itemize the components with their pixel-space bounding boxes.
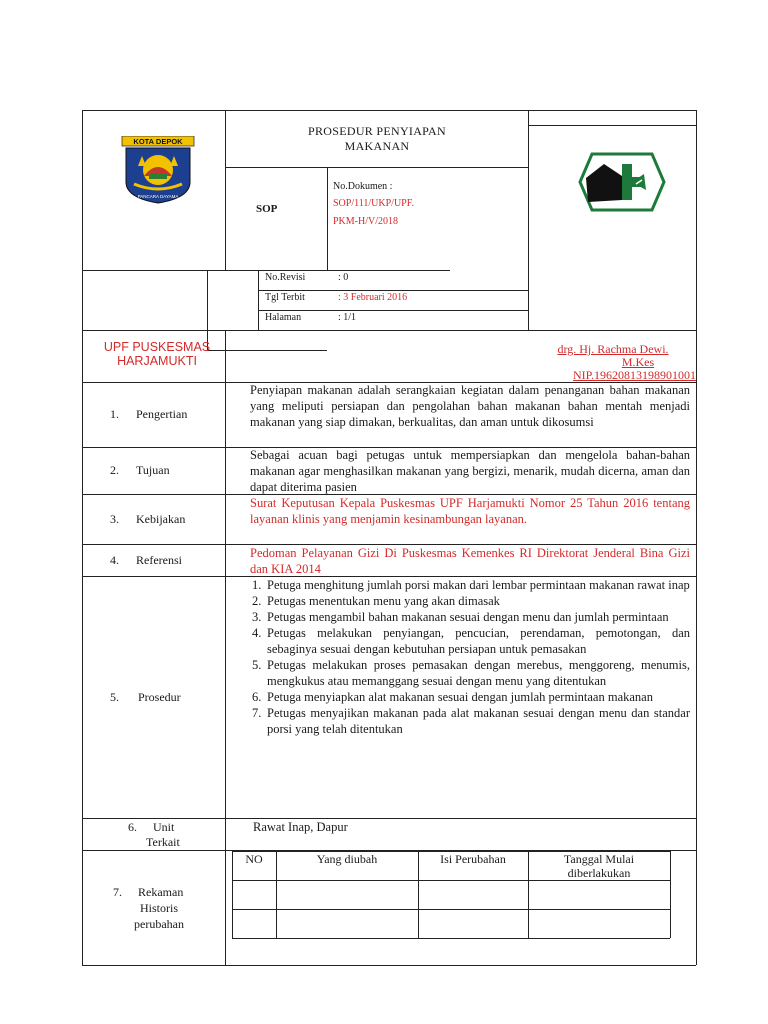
row-number-5: 5. bbox=[110, 690, 119, 704]
meta-right-line bbox=[528, 270, 529, 330]
step-number: 7. bbox=[252, 706, 262, 720]
referensi-text: Pedoman Pelayanan Gizi Di Puskesmas Kemenkes RI Direktorat Jenderal Bina Gizi dan KIA 2014 bbox=[250, 546, 690, 576]
column-header-no: NO bbox=[245, 852, 263, 866]
meta-left-line bbox=[207, 270, 208, 350]
step-text: Petuga menghitung jumlah porsi makan dari lembar permintaan makanan rawat inap bbox=[267, 578, 690, 592]
column-header-tanggal bbox=[528, 852, 670, 880]
doc-col-line bbox=[327, 167, 328, 270]
doc-number-value-2: PKM-H/V/2018 bbox=[333, 216, 399, 227]
header-right-top-line bbox=[528, 125, 696, 126]
prosedur-step bbox=[248, 577, 690, 593]
step-text: Petuga menyiapkan alat makanan sesuai dengan jumlah permintaan makanan bbox=[267, 690, 653, 704]
prosedur-steps-list bbox=[248, 577, 690, 737]
title-bottom-line bbox=[225, 167, 528, 168]
page-label: Halaman bbox=[265, 312, 302, 323]
row-label-referensi: Referensi bbox=[136, 553, 182, 567]
page-value: : 1/1 bbox=[338, 312, 357, 323]
prosedur-step bbox=[248, 657, 690, 689]
row-label-prosedur: Prosedur bbox=[138, 690, 181, 704]
prosedur-step bbox=[248, 625, 690, 657]
published-date-value: : 3 Februari 2016 bbox=[338, 292, 408, 303]
meta-inner-line bbox=[258, 270, 259, 330]
row-label-rekaman: Rekaman bbox=[138, 885, 184, 899]
prosedur-step bbox=[248, 609, 690, 625]
step-number: 5. bbox=[252, 658, 262, 672]
step-number: 1. bbox=[252, 578, 262, 592]
document-title-line-1: PROSEDUR PENYIAPAN bbox=[308, 124, 446, 138]
row-number-2: 2. bbox=[110, 463, 119, 477]
prosedur-step bbox=[248, 593, 690, 609]
puskesmas-logo bbox=[578, 150, 666, 214]
logo-banner-text: KOTA DEPOK bbox=[133, 137, 183, 146]
step-number: 2. bbox=[252, 594, 262, 608]
step-text: Petugas melakukan penyiangan, pencucian, perendaman, pemotongan, dan sebaginya sesuai dengan kebutuhan persiapan untuk pemasakan bbox=[267, 626, 690, 656]
signer-nip: NIP.19620813198901001 bbox=[572, 368, 696, 382]
step-text: Petugas melakukan proses pemasakan dengan merebus, menggoreng, menumis, mengkukus atau memanggang sesuai dengan menu yang ditentukan bbox=[267, 658, 690, 688]
column-header-yang-diubah: Yang diubah bbox=[316, 852, 378, 866]
header-bottom-line bbox=[82, 270, 450, 271]
revision-label: No.Revisi bbox=[265, 272, 306, 283]
column-header-tanggal-line-1: Tanggal Mulai bbox=[563, 852, 635, 866]
pengertian-text: Penyiapan makanan adalah serangkaian kegiatan dalam penanganan bahan makanan yang meliputi persiapan dan pengolahan bahan makanan bahan mentah menjadi makanan yang siap dimakan, berkualitas, dan aman untuk dikosumsi bbox=[250, 383, 690, 429]
logo-motto-text: PANCARA DAYAMA bbox=[137, 194, 179, 199]
published-date-label: Tgl Terbit bbox=[265, 292, 305, 303]
column-header-tanggal-line-2: diberlakukan bbox=[567, 866, 631, 880]
row-number-7: 7. bbox=[113, 885, 122, 899]
kota-depok-logo bbox=[120, 136, 196, 204]
step-number: 4. bbox=[252, 626, 262, 640]
unit-terkait-text: Rawat Inap, Dapur bbox=[253, 820, 348, 834]
row-label-historis: Historis bbox=[140, 901, 179, 915]
step-text: Petugas menyajikan makanan pada alat makanan sesuai dengan menu dan standar porsi yang telah ditentukan bbox=[267, 706, 690, 736]
row-number-4: 4. bbox=[110, 553, 119, 567]
header-top-line bbox=[82, 110, 696, 111]
tujuan-text: Sebagai acuan bagi petugas untuk mempersiapkan dan mengelola bahan-bahan makanan agar menghasilkan makanan yang bergizi, menarik, mudah dicerna, aman dan dapat diterima pasien bbox=[250, 448, 690, 494]
revision-value: : 0 bbox=[338, 272, 349, 283]
org-name-line-1: UPF PUSKESMAS bbox=[103, 340, 211, 354]
signer-name-line-1: drg. Hj. Rachma Dewi. bbox=[557, 342, 669, 356]
row-number-3: 3. bbox=[110, 512, 119, 526]
doc-number-value-1: SOP/111/UKP/UPF. bbox=[333, 198, 414, 209]
org-name-line-2: HARJAMUKTI bbox=[117, 354, 197, 368]
frame-left-line bbox=[82, 110, 83, 965]
row-label-pengertian: Pengertian bbox=[136, 407, 188, 421]
meta-row-line-1 bbox=[258, 290, 528, 291]
row-label-tujuan: Tujuan bbox=[136, 463, 170, 477]
header-right-col-line bbox=[528, 110, 529, 270]
org-name bbox=[92, 340, 222, 368]
row-number-6: 6. bbox=[128, 820, 137, 834]
signer-block bbox=[530, 343, 696, 382]
row-label-unit: Unit bbox=[153, 820, 175, 834]
step-text: Petugas menentukan menu yang akan dimasak bbox=[267, 594, 500, 608]
frame-bottom-line bbox=[82, 965, 696, 966]
meta-row-line-2 bbox=[258, 310, 528, 311]
row-label-perubahan: perubahan bbox=[134, 917, 184, 931]
step-number: 3. bbox=[252, 610, 262, 624]
document-title-line-2: MAKANAN bbox=[344, 139, 410, 153]
prosedur-step bbox=[248, 705, 690, 737]
kebijakan-text: Surat Keputusan Kepala Puskesmas UPF Harjamukti Nomor 25 Tahun 2016 tentang layanan klinis yang menjamin kesinambungan layanan. bbox=[250, 496, 690, 526]
row-line-5 bbox=[82, 818, 696, 819]
step-text: Petugas mengambil bahan makanan sesuai dengan menu dan jumlah permintaan bbox=[267, 610, 669, 624]
row-label-kebijakan: Kebijakan bbox=[136, 512, 186, 526]
signer-name-line-2: M.Kes bbox=[621, 355, 655, 369]
column-header-isi-perubahan: Isi Perubahan bbox=[440, 852, 506, 866]
meta-bottom-line bbox=[82, 330, 696, 331]
change-history-table bbox=[232, 851, 670, 939]
step-number: 6. bbox=[252, 690, 262, 704]
frame-right-line bbox=[696, 110, 697, 965]
prosedur-step bbox=[248, 689, 690, 705]
row-number-1: 1. bbox=[110, 407, 119, 421]
row-label-terkait: Terkait bbox=[146, 835, 180, 849]
doc-number-label: No.Dokumen : bbox=[333, 181, 393, 192]
body-col-line bbox=[225, 330, 226, 965]
sop-label: SOP bbox=[256, 203, 278, 215]
